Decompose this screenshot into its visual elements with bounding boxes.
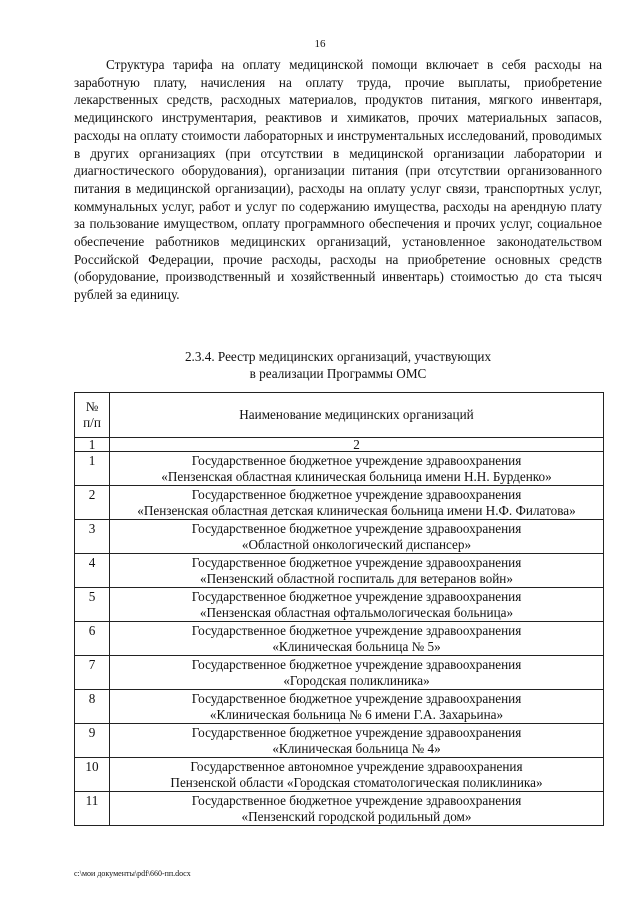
- row-number: 9: [75, 724, 110, 758]
- row-number: 3: [75, 520, 110, 554]
- table-row: [75, 792, 604, 826]
- organization-title-line: Пензенской области «Городская стоматологическая поликлиника»: [170, 774, 543, 790]
- section-title: [74, 348, 602, 382]
- table-body: [75, 452, 604, 826]
- table-row: [75, 520, 604, 554]
- footer-file-path: c:\мои документы\pdf\660-пп.docx: [74, 869, 191, 878]
- organization-name: [110, 758, 604, 792]
- table-row: [75, 724, 604, 758]
- organization-name: [110, 554, 604, 588]
- organization-title-line: «Пензенская областная офтальмологическая больница»: [199, 604, 514, 620]
- organization-type-line: Государственное бюджетное учреждение здравоохранения: [191, 656, 522, 672]
- organization-title-line: «Пензенская областная детская клиническая больница имени Н.Ф. Филатова»: [137, 502, 576, 518]
- medical-organizations-table: [74, 392, 604, 826]
- column-index-2: 2: [110, 438, 604, 452]
- organization-title-line: «Клиническая больница № 5»: [272, 638, 441, 654]
- organization-type-line: Государственное бюджетное учреждение здравоохранения: [191, 724, 522, 740]
- table-row: [75, 452, 604, 486]
- organization-name: [110, 792, 604, 826]
- organization-type-line: Государственное бюджетное учреждение здравоохранения: [191, 622, 522, 638]
- organization-name: [110, 588, 604, 622]
- row-number: 5: [75, 588, 110, 622]
- page-number: 16: [314, 38, 326, 50]
- organization-type-line: Государственное бюджетное учреждение здравоохранения: [191, 486, 522, 502]
- organization-title-line: «Пензенский городской родильный дом»: [241, 808, 472, 824]
- organization-name: [110, 520, 604, 554]
- table-row: [75, 622, 604, 656]
- row-number: 7: [75, 656, 110, 690]
- row-number: 6: [75, 622, 110, 656]
- organization-title-line: «Клиническая больница № 6 имени Г.А. Захарьина»: [209, 706, 504, 722]
- header-name-cell: Наименование медицинских организаций: [110, 393, 604, 438]
- organization-name: [110, 452, 604, 486]
- row-number: 8: [75, 690, 110, 724]
- organization-name: [110, 622, 604, 656]
- table-row: [75, 758, 604, 792]
- organization-name: [110, 486, 604, 520]
- organization-title-line: «Областной онкологический диспансер»: [241, 536, 472, 552]
- row-number: 4: [75, 554, 110, 588]
- organization-title-line: «Пензенская областная клиническая больница имени Н.Н. Бурденко»: [161, 468, 552, 484]
- table-row: [75, 554, 604, 588]
- column-index-row: [75, 438, 604, 452]
- organization-type-line: Государственное бюджетное учреждение здравоохранения: [191, 588, 522, 604]
- table-row: [75, 588, 604, 622]
- column-index-1: 1: [75, 438, 110, 452]
- header-number-cell: № п/п: [75, 393, 110, 438]
- row-number: 10: [75, 758, 110, 792]
- organization-name: [110, 656, 604, 690]
- table-header-row: [75, 393, 604, 438]
- row-number: 11: [75, 792, 110, 826]
- table-row: [75, 690, 604, 724]
- organization-type-line: Государственное бюджетное учреждение здравоохранения: [191, 452, 522, 468]
- organization-type-line: Государственное бюджетное учреждение здравоохранения: [191, 690, 522, 706]
- section-title-line-1: 2.3.4. Реестр медицинских организаций, участвующих: [184, 349, 492, 364]
- tariff-structure-paragraph: Структура тарифа на оплату медицинской помощи включает в себя расходы на заработную плату, начисления на оплату труда, прочие выплаты, приобретение лекарственных средств, расходных материалов, продуктов питания, мягкого инвентаря, медицинского инструментария, реактивов и химикатов, прочих материальных запасов, расходы на оплату стоимости лабораторных и инструментальных исследований, проводимых в других организациях (при отсутствии в медицинской организации лаборатории и диагностического оборудования), организации питания (при отсутствии организованного питания в медицинской организации), расходы на оплату услуг связи, транспортных услуг, коммунальных услуг, работ и услуг по содержанию имущества, расходы на арендную плату за пользование имуществом, оплату программного обеспечения и прочих услуг, социальное обеспечение работников медицинских организаций, установленное законодательством Российской Федерации, прочие расходы, расходы на приобретение основных средств (оборудование, производственный и хозяйственный инвентарь) стоимостью до ста тысяч рублей за единицу.: [74, 57, 602, 303]
- organization-title-line: «Городская поликлиника»: [283, 672, 430, 688]
- organization-type-line: Государственное бюджетное учреждение здравоохранения: [191, 520, 522, 536]
- organization-title-line: «Пензенский областной госпиталь для ветеранов войн»: [200, 570, 513, 586]
- organization-name: [110, 690, 604, 724]
- organization-name: [110, 724, 604, 758]
- table-row: [75, 656, 604, 690]
- row-number: 1: [75, 452, 110, 486]
- organization-type-line: Государственное бюджетное учреждение здравоохранения: [191, 554, 522, 570]
- organization-title-line: «Клиническая больница № 4»: [272, 740, 441, 756]
- section-title-line-2: в реализации Программы ОМС: [249, 366, 427, 381]
- table-row: [75, 486, 604, 520]
- row-number: 2: [75, 486, 110, 520]
- organization-type-line: Государственное бюджетное учреждение здравоохранения: [191, 792, 522, 808]
- organization-type-line: Государственное автономное учреждение здравоохранения: [190, 758, 523, 774]
